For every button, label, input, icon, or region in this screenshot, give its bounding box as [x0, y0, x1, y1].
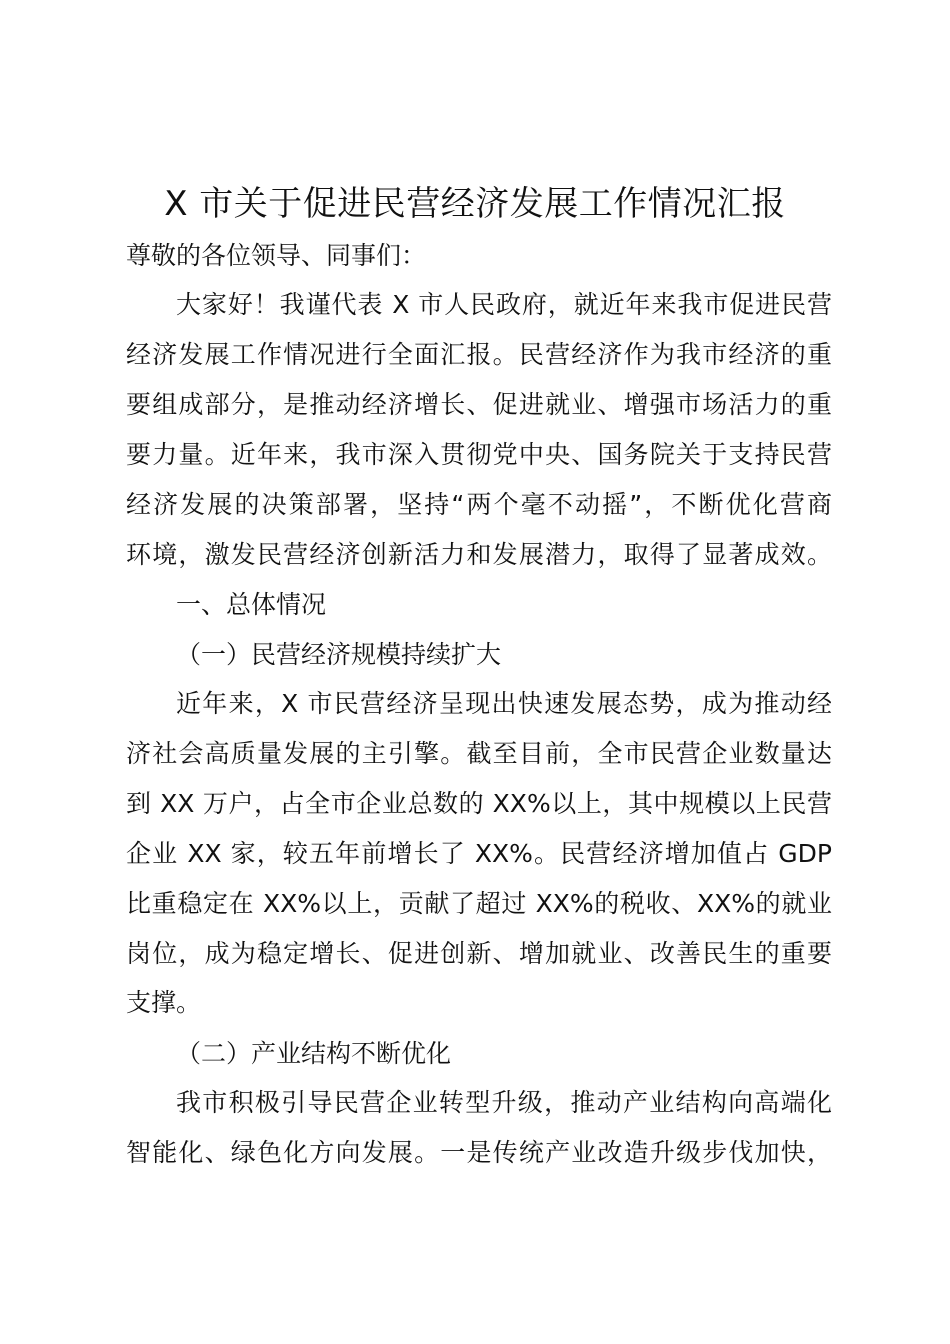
paragraph-line: 要组成部分，是推动经济增长、促进就业、增强市场活力的重 [126, 390, 832, 419]
paragraph-line: 济社会高质量发展的主引擎。截至目前，全市民营企业数量达 [126, 739, 832, 768]
paragraph-line: 智能化、绿色化方向发展。一是传统产业改造升级步伐加快， [126, 1138, 832, 1167]
paragraph-line: 比重稳定在 XX%以上，贡献了超过 XX%的税收、XX%的就业 [126, 889, 832, 918]
paragraph-line: 我市积极引导民营企业转型升级，推动产业结构向高端化 [176, 1088, 832, 1117]
paragraph-line: 经济发展工作情况进行全面汇报。民营经济作为我市经济的重 [126, 340, 832, 369]
paragraph-line: 要力量。近年来，我市深入贯彻党中央、国务院关于支持民营 [126, 440, 832, 469]
paragraph-line: 环境，激发民营经济创新活力和发展潜力，取得了显著成效。 [126, 540, 832, 569]
paragraph-line: 岗位，成为稳定增长、促进创新、增加就业、改善民生的重要 [126, 939, 832, 968]
subsection-heading: （一）民营经济规模持续扩大 [176, 640, 502, 669]
paragraph-line: 企业 XX 家，较五年前增长了 XX%。民营经济增加值占 GDP [126, 839, 832, 868]
section-heading: 一、总体情况 [176, 590, 327, 619]
document-title: X 市关于促进民营经济发展工作情况汇报 [164, 184, 786, 224]
paragraph-line: 到 XX 万户，占全市企业总数的 XX%以上，其中规模以上民营 [126, 789, 832, 818]
paragraph-line: 大家好！我谨代表 X 市人民政府，就近年来我市促进民营 [176, 290, 832, 319]
paragraph-line: 经济发展的决策部署，坚持“两个毫不动摇”，不断优化营商 [126, 490, 832, 519]
salutation: 尊敬的各位领导、同事们： [126, 241, 427, 270]
subsection-heading: （二）产业结构不断优化 [176, 1039, 452, 1068]
paragraph-line: 支撑。 [126, 988, 202, 1017]
paragraph-line: 近年来，X 市民营经济呈现出快速发展态势，成为推动经 [176, 689, 832, 718]
